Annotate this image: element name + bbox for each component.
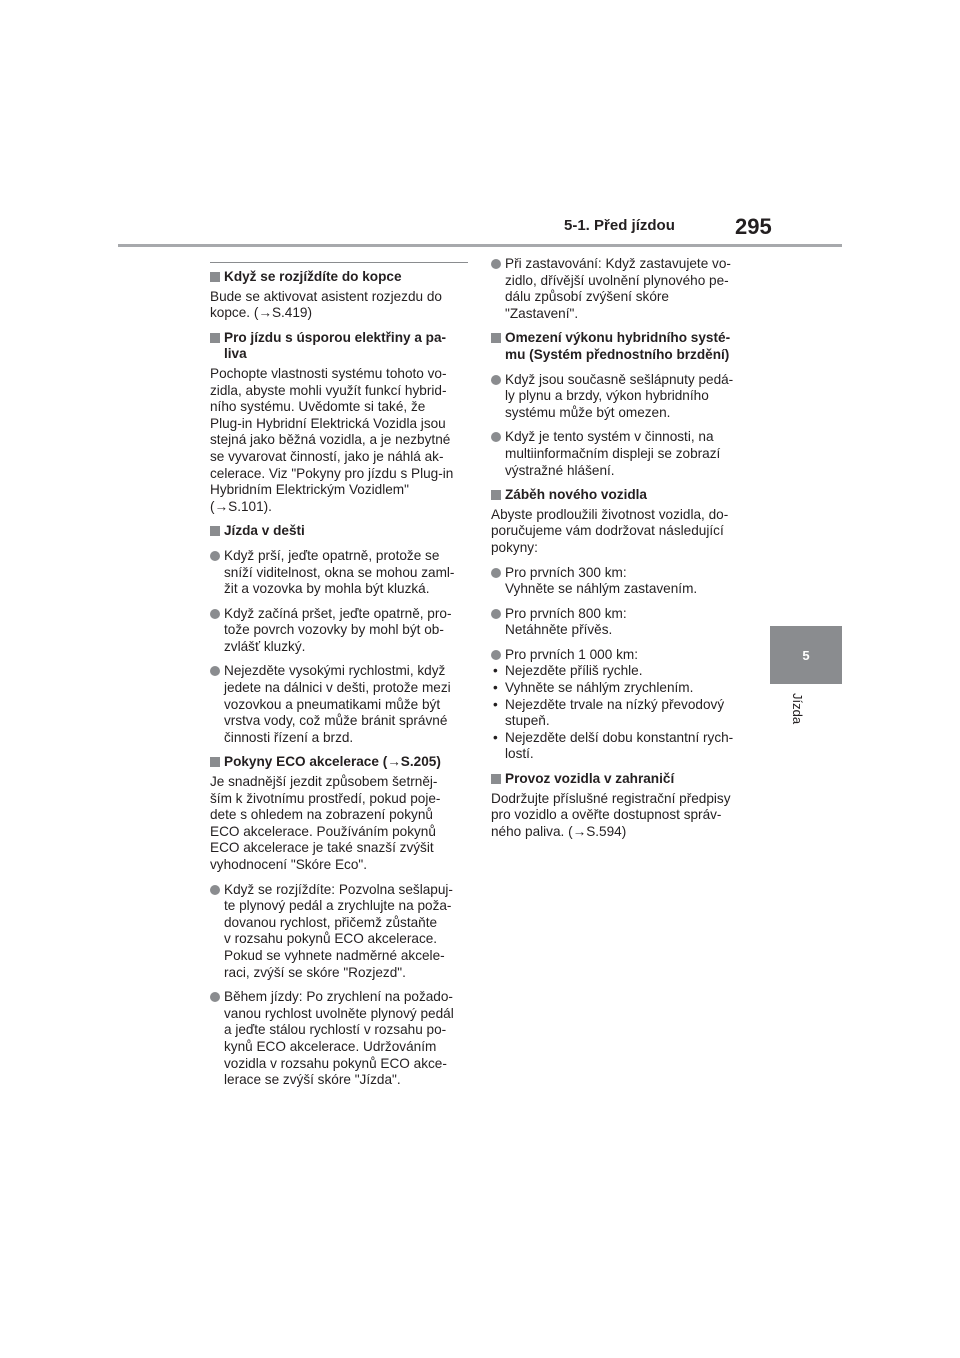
text-line: činnosti řízení a brzd. [224,729,354,745]
text-line: Nejezděte delší dobu konstantní rych- [505,729,734,745]
heading-abroad [491,771,752,788]
text-line: výstražné hlášení. [505,462,615,478]
text-line: tože povrch vozovky by mohl být ob- [224,622,444,638]
chapter-tab [770,626,842,684]
section-title: 5-1. Před jízdou [564,217,675,234]
text-line: ly plynu a brzdy, výkon hybridního [505,388,709,404]
bullet-item [210,606,468,656]
text-line: Vyhněte se náhlým zastavením. [505,581,698,597]
sub-list-item [491,680,752,697]
text-line: ším k životnímu prostředí, pokud poje- [210,790,441,806]
text-line: te plynový pedál a zrychlujte na poža- [224,898,452,914]
text-line: lostí. [505,746,534,762]
column-rule [210,262,468,263]
text-line: lerace se zvýší skóre "Jízda". [224,1072,401,1088]
text-line: žit a vozovka by mohla být kluzká. [224,581,430,597]
text-line: Netáhněte přívěs. [505,622,613,638]
page-number: 295 [735,214,772,239]
text-line: Když prší, jeďte opatrně, protože se [224,547,440,563]
text-line: Pokud se vyhnete nadměrné akcele- [224,947,445,963]
heading-text: Jízda v dešti [224,523,305,539]
text-line: sníží viditelnost, okna se mohou zaml- [224,564,455,580]
text-line: dálu způsobí zvýšení skóre [505,289,669,305]
round-bullet-icon [210,992,220,1002]
square-bullet-icon [210,272,220,282]
text-line: zidlo, dřívější uvolnění plynového pe- [505,272,729,288]
heading-text: Pokyny ECO akcelerace (→S.205) [224,754,441,770]
text-line: se vyvarovat činností, jako je náhlá ak- [210,448,444,464]
heading-eco-driving [210,330,468,363]
text-line: Nejezděte trvale na nízký převodový [505,696,725,712]
dot-bullet-icon: • [493,680,498,696]
text-line: "Zastavení". [505,305,579,321]
bullet-item [210,548,468,598]
bullet-item [491,606,752,639]
text-line: vozovkou a pneumatikami může být [224,696,441,712]
text-line: jedete na dálnici v dešti, protože mezi [224,680,451,696]
chapter-number: 5 [802,647,810,663]
text-line: Dodržujte příslušné registrační předpisy [491,790,731,806]
text-line: (→S.101). [210,498,272,514]
text-line: Pro prvních 1 000 km: [505,646,638,662]
text-line: poručujeme vám dodržovat následující [491,523,724,539]
heading-hybrid-limit [491,330,752,363]
round-bullet-icon [491,568,501,578]
text-line: vozidla v rozsahu pokynů ECO akce- [224,1055,447,1071]
bullet-item [491,565,752,598]
square-bullet-icon [491,774,501,784]
text-line: stejná jako běžná vozidla, a je nezbytné [210,432,451,448]
round-bullet-icon [210,609,220,619]
text-line: raci, zvýší se skóre "Rozjezd". [224,964,406,980]
round-bullet-icon [210,885,220,895]
text-line: Je snadnější jezdit způsobem šetrněj- [210,774,438,790]
text-line: Vyhněte se náhlým zrychlením. [505,680,694,696]
text-line: kopce. (→S.419) [210,305,312,321]
sub-list-item [491,663,752,680]
round-bullet-icon [491,432,501,442]
text-line: Pochopte vlastnosti systému tohoto vo- [210,365,447,381]
text-line: Při zastavování: Když zastavujete vo- [505,256,731,271]
bullet-item [210,663,468,746]
text-line: Když jsou současně sešlápnuty pedá- [505,371,734,387]
text-line: Během jízdy: Po zrychlení na požado- [224,989,453,1005]
text-line: ného paliva. (→S.594) [491,823,627,839]
heading-rain [210,523,468,540]
heading-text: mu (Systém přednostního brzdění) [505,346,730,362]
text-line: multiinformačním displeji se zobrazí [505,445,721,461]
heading-text: Omezení výkonu hybridního systé- [505,330,731,346]
sub-list-item [491,730,752,763]
text-line: pokyny: [491,539,538,555]
text-line: vyhodnocení "Skóre Eco". [210,857,368,872]
paragraph-hill-start [210,289,468,322]
text-line: Když se rozjíždíte: Pozvolna sešlapuj- [224,881,453,897]
round-bullet-icon [491,375,501,385]
text-line: dete s ohledem na zobrazení pokynů [210,807,433,823]
bullet-item [491,372,752,422]
text-line: Nejezděte příliš rychle. [505,663,643,679]
bullet-item [210,882,468,982]
text-line: v rozsahu pokynů ECO akcelerace. [224,931,438,947]
heading-hill-start [210,269,468,286]
round-bullet-icon [210,551,220,561]
text-line: Pro prvních 300 km: [505,564,627,580]
text-line: Abyste prodloužili životnost vozidla, do- [491,506,729,522]
bullet-item [491,256,752,322]
text-line: kynů ECO akcelerace. Udržováním [224,1038,437,1054]
square-bullet-icon [491,490,501,500]
round-bullet-icon [491,609,501,619]
text-line: a jeďte stálou rychlostí v rozsahu po- [224,1022,447,1038]
text-line: systému může být omezen. [505,404,671,420]
text-line: Pro prvních 800 km: [505,605,627,621]
text-line: dovanou rychlost, přičemž zůstaňte [224,914,438,930]
paragraph-abroad [491,791,752,841]
paragraph-break-in [491,507,752,557]
sub-list-item [491,697,752,730]
round-bullet-icon [491,650,501,660]
heading-text: liva [224,346,247,362]
text-line: stupeň. [505,713,550,729]
text-line: Když začíná pršet, jeďte opatrně, pro- [224,605,452,621]
square-bullet-icon [210,526,220,536]
sub-list [491,663,752,763]
round-bullet-icon [210,666,220,676]
square-bullet-icon [210,757,220,767]
heading-text: Pro jízdu s úsporou elektřiny a pa- [224,329,447,345]
left-column [210,262,468,1097]
text-line: vanou rychlost uvolněte plynový pedál [224,1005,454,1021]
text-line: ního systému. Uvědomte si také, že [210,399,426,415]
heading-text: Provoz vozidla v zahraničí [505,771,675,787]
text-line: ECO akcelerace. Používáním pokynů [210,823,436,839]
text-line: Hybridním Elektrickým Vozidlem" [210,482,409,498]
header-rule [118,244,842,247]
heading-break-in [491,487,752,504]
text-line: ECO akcelerace je také snazší zvýšit [210,840,434,856]
dot-bullet-icon: • [493,663,498,679]
square-bullet-icon [491,333,501,343]
bullet-item [491,647,752,664]
text-line: vrstva vody, což může bránit správné [224,713,448,729]
square-bullet-icon [210,333,220,343]
text-line: Nejezděte vysokými rychlostmi, když [224,663,446,679]
text-line: Plug-in Hybridní Elektrická Vozidla jsou [210,415,446,431]
round-bullet-icon [491,259,501,269]
paragraph-eco-accelerator [210,774,468,874]
text-line: Když je tento systém v činnosti, na [505,429,714,445]
text-line: pro vozidlo a ověřte dostupnost správ- [491,807,722,823]
bullet-item [491,429,752,479]
bullet-item [210,989,468,1089]
text-line: celerace. Viz "Pokyny pro jízdu s Plug-in [210,465,454,481]
dot-bullet-icon: • [493,729,498,745]
heading-text: Záběh nového vozidla [505,487,647,503]
text-line: zvlášť kluzký. [224,638,306,654]
heading-eco-accelerator [210,754,468,771]
text-line: Bude se aktivovat asistent rozjezdu do [210,288,442,304]
chapter-label: Jízda [790,693,805,725]
paragraph-eco-driving [210,366,468,515]
heading-text: Když se rozjíždíte do kopce [224,269,402,284]
text-line: zidla, abyste mohli využít funkcí hybrid- [210,382,447,398]
right-column [491,256,752,848]
dot-bullet-icon: • [493,696,498,712]
